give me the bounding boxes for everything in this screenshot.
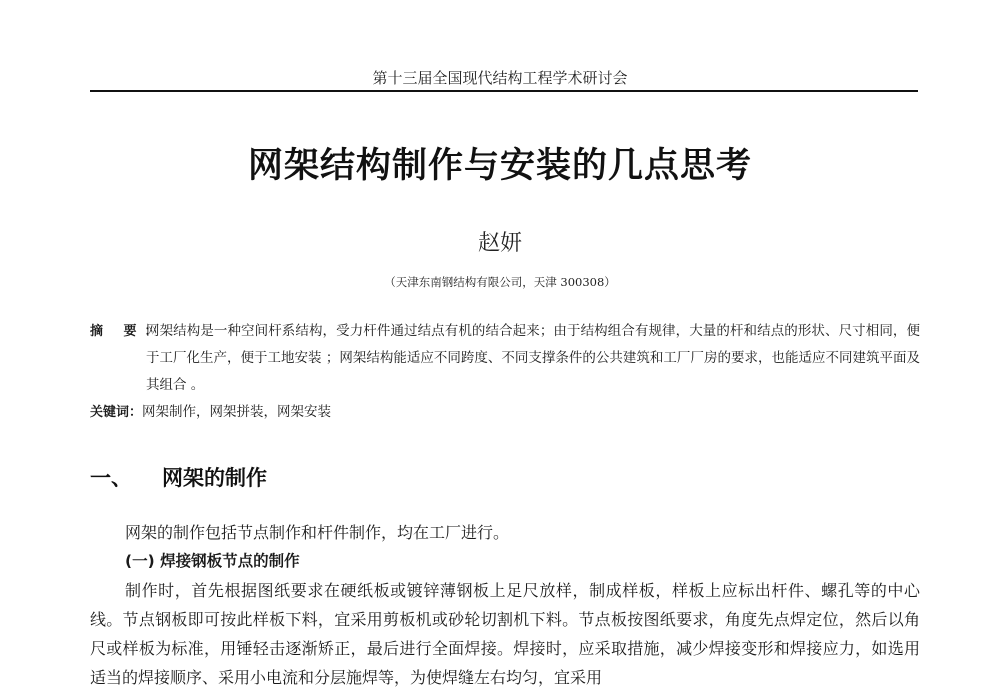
abstract-text: 网架结构是一种空间杆系结构，受力杆件通过结点有机的结合起来；由于结构组合有规律，大量的杆和结点的形状、尺寸相同，便于工厂化生产，便于工地安装 ；网架结构能适应不同跨度、不同支撑条件的公共建筑和工厂厂房的要求，也能适应不同建筑平面及其组合 。 — [146, 323, 920, 393]
subsection-heading: (一) 焊接钢板节点的制作 — [125, 552, 300, 570]
author-name: 赵妍 — [477, 231, 522, 256]
abstract-row — [90, 318, 920, 399]
section-number: 一、 — [90, 466, 132, 490]
header-rule — [90, 90, 918, 92]
section-intro-paragraph: 网架的制作包括节点制作和杆件制作，均在工厂进行。 — [125, 523, 510, 542]
keywords-label: 关键词： — [90, 405, 143, 420]
running-header: 第十三届全国现代结构工程学术研讨会 — [372, 69, 628, 87]
paper-title: 网架结构制作与安装的几点思考 — [247, 146, 752, 186]
keywords-row — [90, 399, 920, 426]
section-heading — [90, 462, 690, 492]
section-title: 网架的制作 — [162, 466, 267, 490]
abstract-block — [90, 318, 920, 426]
section-body — [90, 518, 920, 692]
keywords-text: 网架制作，网架拼装，网架安装 — [142, 404, 332, 420]
abstract-label: 摘 要： — [90, 324, 166, 339]
author-affiliation: （天津东南钢结构有限公司，天津 300308） — [384, 275, 616, 289]
body-paragraph: 制作时，首先根据图纸要求在硬纸板或镀锌薄钢板上足尺放样，制成样板，样板上应标出杆件、螺孔等的中心线。节点钢板即可按此样板下料，宜采用剪板机或砂轮切割机下料。节点板按图纸要求，角度先点焊定位，然后以角尺或样板为标准，用锤轻击逐渐矫正，最后进行全面焊接。焊接时，应采取措施，减少焊接变形和焊接应力，如选用适当的焊接顺序、采用小电流和分层施焊等，为使焊缝左右均匀，宜采用 — [90, 581, 920, 687]
